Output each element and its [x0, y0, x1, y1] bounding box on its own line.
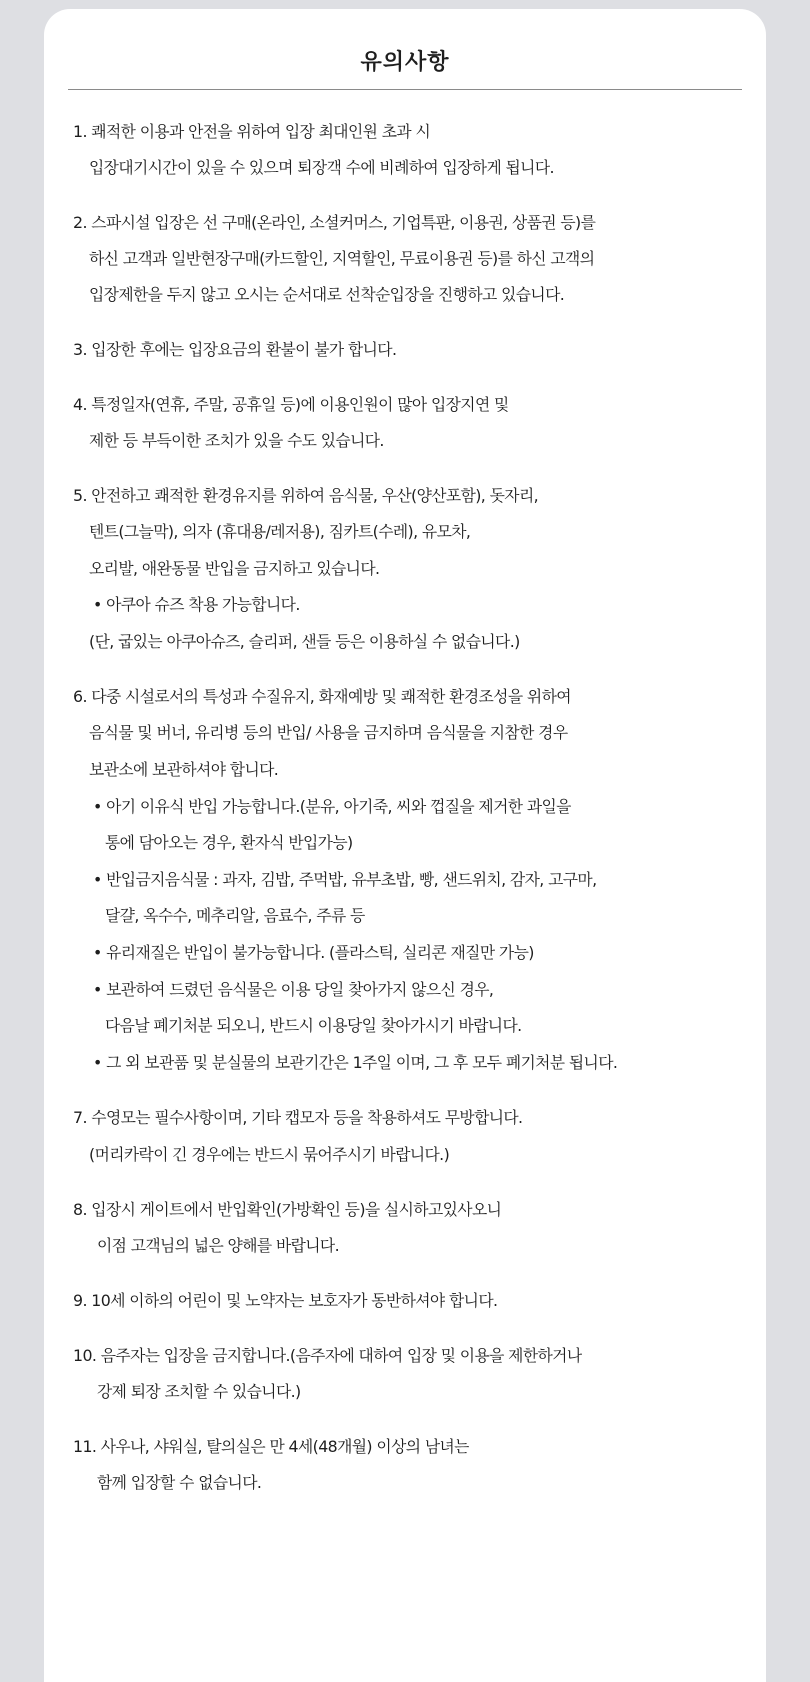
- item-continuation: 입장제한을 두지 않고 오시는 순서대로 선착순입장을 진행하고 있습니다.: [89, 285, 565, 304]
- notice-item: [73, 485, 538, 507]
- item-continuation: 텐트(그늘막), 의자 (휴대용/레저용), 짐카트(수레), 유모차,: [89, 522, 471, 541]
- item-text: 수영모는 필수사항이며, 기타 캡모자 등을 착용하셔도 무방합니다.: [91, 1108, 523, 1127]
- page-title: 유의사항: [360, 50, 450, 75]
- item-text: 안전하고 쾌적한 환경유지를 위하여 음식물, 우산(양산포함), 돗자리,: [91, 486, 539, 505]
- item-text: 스파시설 입장은 선 구매(온라인, 소셜커머스, 기업특판, 이용권, 상품권 등)를: [91, 213, 596, 232]
- bullet-item: • 반입금지음식물 : 과자, 김밥, 주먹밥, 유부초밥, 빵, 샌드위치, 감자, 고구마,: [93, 870, 597, 889]
- bullet-item: • 아기 이유식 반입 가능합니다.(분유, 아기죽, 씨와 껍질을 제거한 과일을: [93, 797, 571, 816]
- item-text: 다중 시설로서의 특성과 수질유지, 화재예방 및 쾌적한 환경조성을 위하여: [91, 687, 571, 706]
- item-number: 2.: [73, 213, 92, 232]
- notice-item: [73, 1290, 497, 1312]
- item-text: 입장시 게이트에서 반입확인(가방확인 등)을 실시하고있사오니: [91, 1200, 502, 1219]
- bullet-item: • 유리재질은 반입이 불가능합니다. (플라스틱, 실리콘 재질만 가능): [93, 943, 534, 962]
- item-number: 9.: [73, 1291, 92, 1310]
- item-continuation: 달걀, 옥수수, 메추리알, 음료수, 주류 등: [105, 906, 365, 925]
- item-continuation: 음식물 및 버너, 유리병 등의 반입/ 사용을 금지하며 음식물을 지참한 경우: [89, 723, 568, 742]
- notice-item: [73, 212, 595, 234]
- notice-item: [73, 339, 396, 361]
- item-number: 6.: [73, 687, 92, 706]
- item-number: 8.: [73, 1200, 92, 1219]
- item-text: 음주자는 입장을 금지합니다.(음주자에 대하여 입장 및 이용을 제한하거나: [100, 1346, 582, 1365]
- item-continuation: (머리카락이 긴 경우에는 반드시 묶어주시기 바랍니다.): [89, 1145, 450, 1164]
- item-continuation: 이점 고객님의 넓은 양해를 바랍니다.: [97, 1236, 340, 1255]
- notice-item: [73, 1107, 522, 1129]
- item-number: 11.: [73, 1437, 101, 1456]
- item-continuation: (단, 굽있는 아쿠아슈즈, 슬리퍼, 샌들 등은 이용하실 수 없습니다.): [89, 632, 520, 651]
- item-number: 4.: [73, 395, 92, 414]
- item-number: 10.: [73, 1346, 101, 1365]
- item-text: 쾌적한 이용과 안전을 위하여 입장 최대인원 초과 시: [91, 122, 431, 141]
- item-text: 사우나, 샤워실, 탈의실은 만 4세(48개월) 이상의 남녀는: [100, 1437, 469, 1456]
- item-continuation: 제한 등 부득이한 조치가 있을 수도 있습니다.: [89, 431, 384, 450]
- notice-card: [44, 9, 766, 1682]
- notice-item: [73, 686, 571, 708]
- bullet-item: • 아쿠아 슈즈 착용 가능합니다.: [93, 595, 300, 614]
- item-continuation: 통에 담아오는 경우, 환자식 반입가능): [105, 833, 353, 852]
- title-divider: [68, 89, 742, 90]
- item-text: 10세 이하의 어린이 및 노약자는 보호자가 동반하셔야 합니다.: [91, 1291, 498, 1310]
- notice-item: [73, 394, 509, 416]
- item-number: 1.: [73, 122, 92, 141]
- item-continuation: 강제 퇴장 조치할 수 있습니다.): [97, 1382, 301, 1401]
- item-continuation: 함께 입장할 수 없습니다.: [97, 1473, 262, 1492]
- item-continuation: 보관소에 보관하셔야 합니다.: [89, 760, 279, 779]
- item-continuation: 하신 고객과 일반현장구매(카드할인, 지역할인, 무료이용권 등)를 하신 고객의: [89, 249, 595, 268]
- item-continuation: 오리발, 애완동물 반입을 금지하고 있습니다.: [89, 559, 380, 578]
- item-number: 7.: [73, 1108, 92, 1127]
- item-continuation: 입장대기시간이 있을 수 있으며 퇴장객 수에 비례하여 입장하게 됩니다.: [89, 158, 554, 177]
- bullet-item: • 보관하여 드렸던 음식물은 이용 당일 찾아가지 않으신 경우,: [93, 980, 494, 999]
- item-text: 입장한 후에는 입장요금의 환불이 불가 합니다.: [91, 340, 397, 359]
- notice-item: [73, 121, 430, 143]
- item-text: 특정일자(연휴, 주말, 공휴일 등)에 이용인원이 많아 입장지연 및: [91, 395, 509, 414]
- notice-item: [73, 1199, 501, 1221]
- item-continuation: 다음날 폐기처분 되오니, 반드시 이용당일 찾아가시기 바랍니다.: [105, 1016, 522, 1035]
- item-number: 3.: [73, 340, 92, 359]
- bullet-item: • 그 외 보관품 및 분실물의 보관기간은 1주일 이며, 그 후 모두 폐기처분 됩니다.: [93, 1053, 618, 1072]
- notice-item: [73, 1436, 469, 1458]
- item-number: 5.: [73, 486, 92, 505]
- notice-item: [73, 1345, 581, 1367]
